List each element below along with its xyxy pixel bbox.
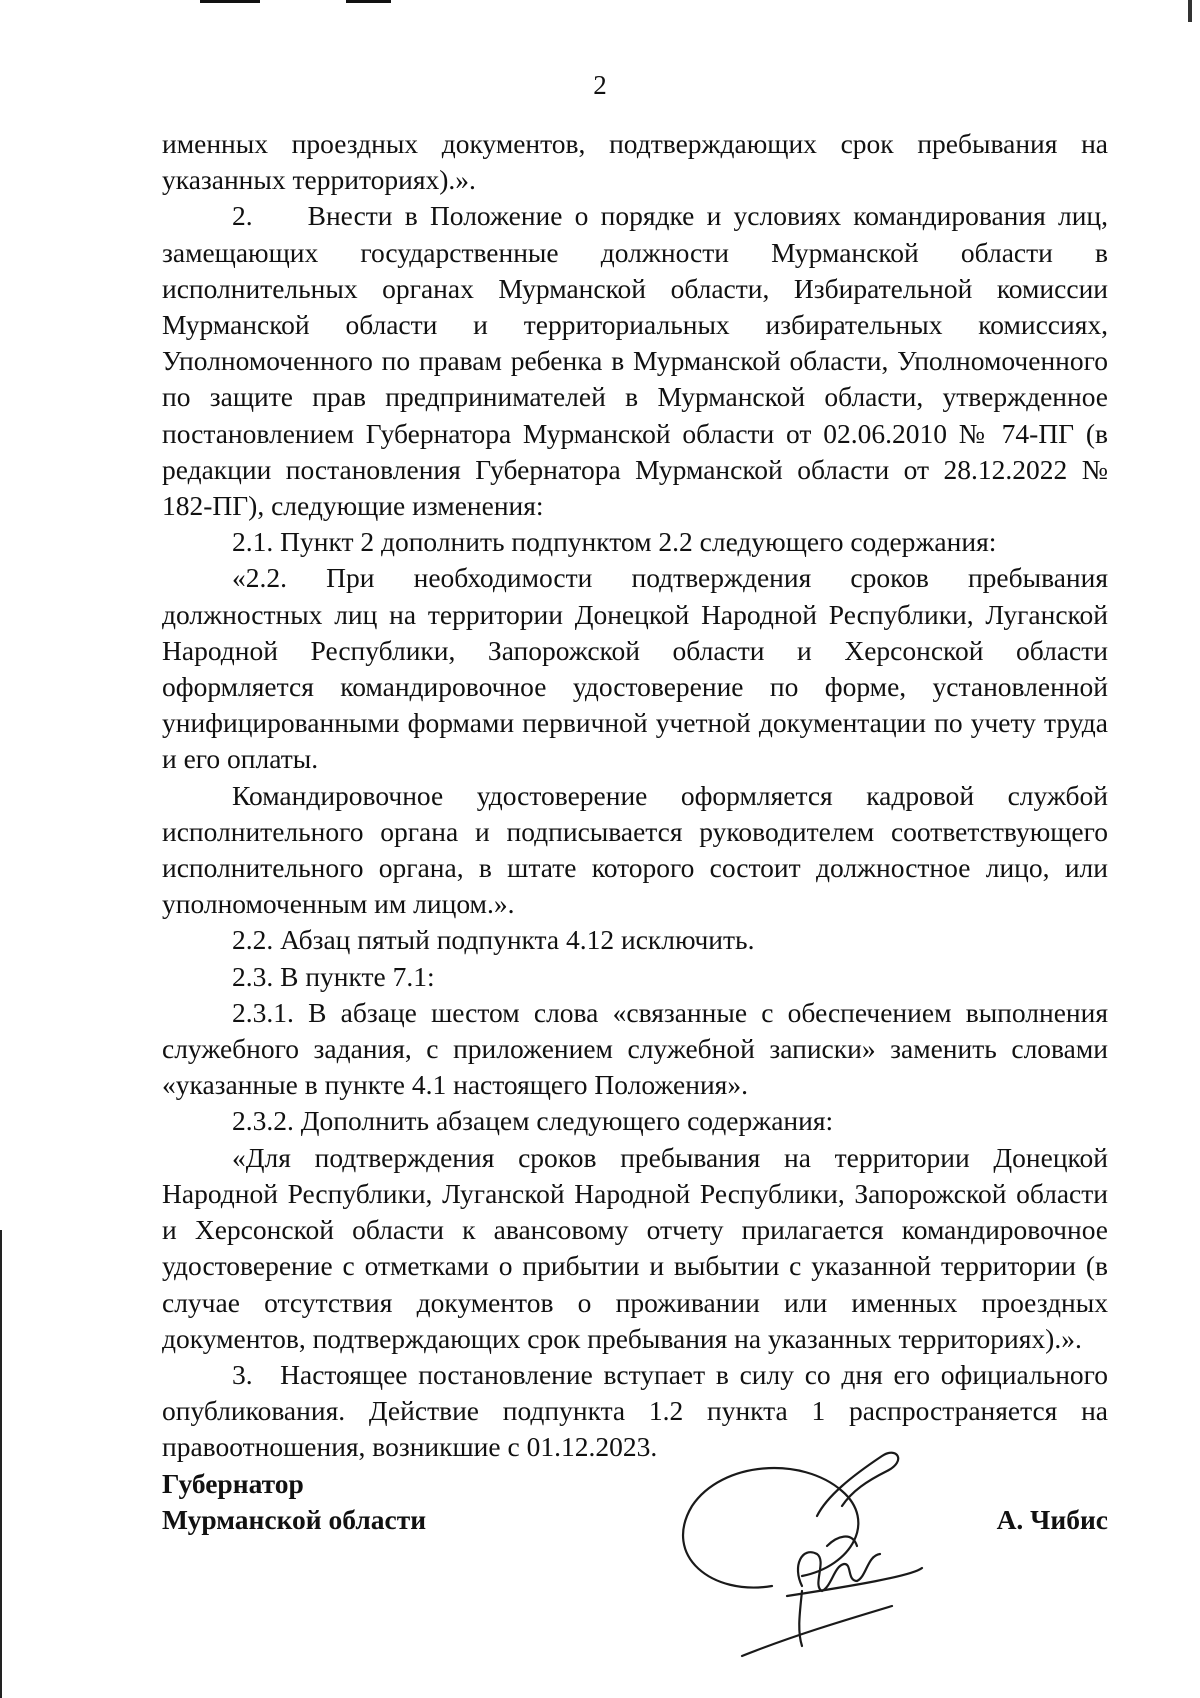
paragraph: 2.3. В пункте 7.1: bbox=[232, 960, 435, 992]
paragraph: 2.3.1. В абзаце шестом слова «связанные с обеспечением выполнения служебного задания, с приложением служебной записки» заменить словами «указанные в пункте 4.1 настоящего Положения». bbox=[162, 996, 1108, 1101]
paragraph: «Для подтверждения сроков пребывания на территории Донецкой Народной Республики, Луганской Народной Республики, Запорожской области и Херсонской области к авансовому отчету прилагается командировочное удостоверение с отметками о прибытии и выбытии с указанной территории (в случае отсутствия документов о проживании или именных проездных документов, подтверждающих срок пребывания на указанных территориях).». bbox=[162, 1141, 1108, 1354]
signature-block bbox=[162, 1466, 1108, 1686]
paragraph: 2.2. Абзац пятый подпункта 4.12 исключить. bbox=[232, 924, 755, 956]
paragraph: 2.3.2. Дополнить абзацем следующего содержания: bbox=[232, 1105, 834, 1137]
scan-artifact-top-center bbox=[346, 0, 391, 3]
handwritten-signature bbox=[652, 1436, 932, 1661]
signatory-name: А. Чибис bbox=[996, 1504, 1108, 1535]
page-number: 2 bbox=[593, 70, 607, 100]
paragraph: 3. Настоящее постановление вступает в силу со дня его официального опубликования. Действие подпункта 1.2 пункта 1 распространяется на правоотношения, возникшие с 01.12.2023. bbox=[162, 1358, 1108, 1463]
document-body bbox=[162, 126, 1108, 1466]
paragraph: 2. Внести в Положение о порядке и условиях командирования лиц, замещающих государственные должности Мурманской области в исполнительных органах Мурманской области, Избирательной комиссии Мурманской области и территориальных избирательных комиссиях, Уполномоченного по правам ребенка в Мурманской области, Уполномоченного по защите прав предпринимателей в Мурманской области, утвержденное постановлением Губернатора Мурманской области от 02.06.2010 № 74-ПГ (в редакции постановления Губернатора Мурманской области от 28.12.2022 № 182-ПГ), следующие изменения: bbox=[162, 200, 1108, 522]
scan-artifact-top-right bbox=[1188, 0, 1192, 22]
paragraph: 2.1. Пункт 2 дополнить подпунктом 2.2 следующего содержания: bbox=[232, 526, 997, 558]
signatory-title-line2: Мурманской области bbox=[162, 1504, 427, 1535]
signatory-title bbox=[162, 1466, 426, 1538]
paragraph: Командировочное удостоверение оформляется кадровой службой исполнительного органа и подписывается руководителем соответствующего исполнительного органа, в штате которого состоит должностное лицо, или уполномоченным им лицом.». bbox=[162, 779, 1108, 920]
paragraph: именных проездных документов, подтверждающих срок пребывания на указанных территориях).». bbox=[162, 128, 1108, 196]
scan-artifact-top-left bbox=[200, 0, 260, 3]
scan-artifact-left-edge bbox=[0, 1230, 2, 1698]
paragraph: «2.2. При необходимости подтверждения сроков пребывания должностных лиц на территории Донецкой Народной Республики, Луганской Народной Республики, Запорожской области и Херсонской области оформляется командировочное удостоверение по форме, установленной унифицированными формами первичной учетной документации по учету труда и его оплаты. bbox=[162, 562, 1108, 775]
signatory-title-line1: Губернатор bbox=[162, 1468, 304, 1499]
